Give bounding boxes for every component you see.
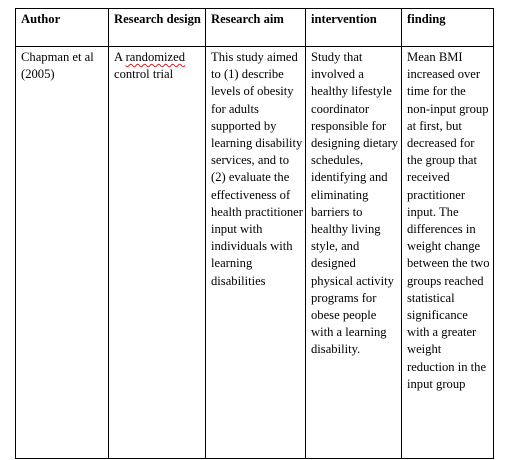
header-finding: finding — [402, 9, 494, 47]
design-suffix: control trial — [114, 67, 174, 82]
header-intervention: intervention — [306, 9, 402, 47]
cell-intervention[interactable]: Study that involved a healthy lifestyle coordinator responsible for designing dietary schedules, identifying and eliminating barriers to healthy living style, and designed physical activity programs for obese people with a learning disability. — [306, 47, 402, 459]
literature-table — [15, 8, 494, 459]
cell-author[interactable]: Chapman et al (2005) — [16, 47, 109, 459]
design-prefix: A — [114, 50, 126, 64]
header-research-design: Research design — [109, 9, 206, 47]
cell-research-aim[interactable]: This study aimed to (1) describe levels of obesity for adults supported by learning disability services, and to (2) evaluate the effectiveness of health practitioner input with individuals with learning disabilities — [206, 47, 306, 459]
cell-finding[interactable]: Mean BMI increased over time for the non-input group at first, but decreased for the group that received practitioner input. The differences in weight change between the two groups reached statistical significance with a greater weight reduction in the input group — [402, 47, 494, 459]
header-author: Author — [16, 9, 109, 47]
table-header-row — [16, 9, 494, 47]
document-page — [15, 8, 494, 459]
header-research-aim: Research aim — [206, 9, 306, 47]
cell-research-design[interactable] — [109, 47, 206, 459]
spellcheck-flagged-word[interactable]: randomized — [125, 50, 186, 64]
table-row — [16, 47, 494, 459]
